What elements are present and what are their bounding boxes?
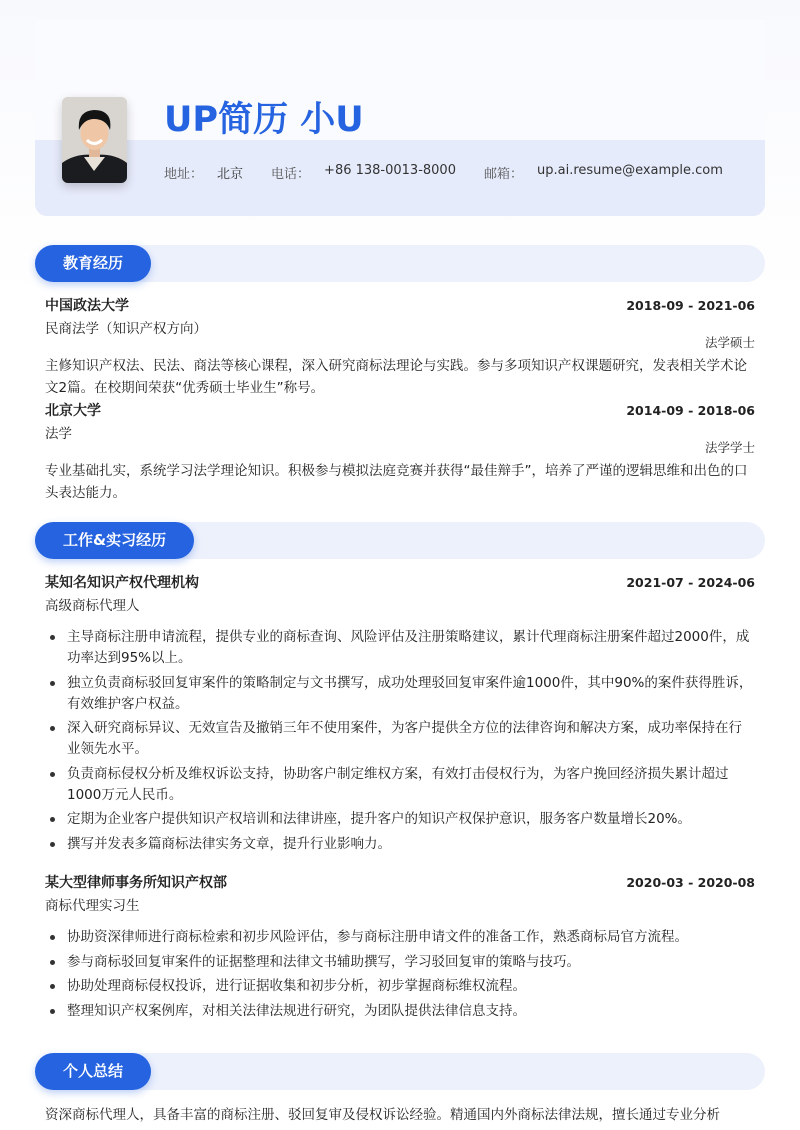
phone-label: 电话： <box>271 167 311 182</box>
avatar <box>62 97 127 183</box>
company-name: 某知名知识产权代理机构 <box>45 575 199 591</box>
section-title: 个人总结 <box>35 1053 151 1090</box>
education-entry <box>45 400 755 504</box>
bullet-item: 负责商标侵权分析及维权诉讼支持，协助客户制定维权方案，有效打击侵权行为，为客户挽回经济损失累计超过1000万元人民币。 <box>45 764 755 806</box>
date-range: 2021-07 - 2024-06 <box>626 575 755 590</box>
bullet-item: 协助资深律师进行商标检索和初步风险评估，参与商标注册申请文件的准备工作，熟悉商标局官方流程。 <box>45 927 755 948</box>
section-header-work <box>35 522 765 559</box>
email-value: up.ai.resume@example.com <box>537 163 723 178</box>
section-header-summary <box>35 1053 765 1090</box>
bullet-item: 参与商标驳回复审案件的证据整理和法律文书辅助撰写，学习驳回复审的策略与技巧。 <box>45 952 755 973</box>
section-header-education <box>35 245 765 282</box>
description: 专业基础扎实，系统学习法学理论知识。积极参与模拟法庭竞赛并获得“最佳辩手”，培养了严谨的逻辑思维和出色的口头表达能力。 <box>45 463 748 501</box>
date-range: 2018-09 - 2021-06 <box>626 298 755 313</box>
email-label: 邮箱： <box>483 167 523 182</box>
bullet-item: 独立负责商标驳回复审案件的策略制定与文书撰写，成功处理驳回复审案件逾1000件，其中90%的案件获得胜诉，有效维护客户权益。 <box>45 673 755 715</box>
date-range: 2014-09 - 2018-06 <box>626 403 755 418</box>
header-top <box>35 20 765 140</box>
bullet-list <box>45 627 755 855</box>
education-entry <box>45 295 755 399</box>
school-name: 北京大学 <box>45 403 101 419</box>
address-value: 北京 <box>217 167 244 182</box>
bullet-item: 协助处理商标侵权投诉，进行证据收集和初步分析，初步掌握商标维权流程。 <box>45 976 755 997</box>
description: 主修知识产权法、民法、商法等核心课程，深入研究商标法理论与实践。参与多项知识产权课题研究，发表相关学术论文2篇。在校期间荣获“优秀硕士毕业生”称号。 <box>45 358 747 396</box>
degree: 法学硕士 <box>704 335 755 350</box>
bullet-item: 主导商标注册申请流程，提供专业的商标查询、风险评估及注册策略建议，累计代理商标注册案件超过2000件，成功率达到95%以上。 <box>45 627 755 669</box>
candidate-name: UP简历 小U <box>164 100 364 140</box>
bullet-item: 定期为企业客户提供知识产权培训和法律讲座，提升客户的知识产权保护意识，服务客户数量增长20%。 <box>45 809 755 830</box>
summary-text: 资深商标代理人，具备丰富的商标注册、驳回复审及侵权诉讼经验。精通国内外商标法律法规，擅长通过专业分析 <box>45 1107 720 1123</box>
bullet-item: 撰写并发表多篇商标法律实务文章，提升行业影响力。 <box>45 834 755 855</box>
section-title: 教育经历 <box>35 245 151 282</box>
address-label: 地址： <box>164 167 204 182</box>
work-entry <box>45 872 755 1025</box>
degree: 法学学士 <box>704 440 755 455</box>
bullet-item: 深入研究商标异议、无效宣告及撤销三年不使用案件，为客户提供全方位的法律咨询和解决方案，成功率保持在行业领先水平。 <box>45 718 755 760</box>
bullet-list <box>45 927 755 1022</box>
major: 民商法学（知识产权方向） <box>45 321 207 337</box>
section-title: 工作&实习经历 <box>35 522 194 559</box>
job-role: 商标代理实习生 <box>45 898 140 914</box>
school-name: 中国政法大学 <box>45 298 129 314</box>
date-range: 2020-03 - 2020-08 <box>626 875 755 890</box>
job-role: 高级商标代理人 <box>45 598 140 614</box>
phone-value: +86 138-0013-8000 <box>324 163 456 178</box>
work-entry <box>45 572 755 858</box>
major: 法学 <box>45 426 72 442</box>
contact-info <box>164 163 751 182</box>
company-name: 某大型律师事务所知识产权部 <box>45 875 227 891</box>
bullet-item: 整理知识产权案例库，对相关法律法规进行研究，为团队提供法律信息支持。 <box>45 1001 755 1022</box>
